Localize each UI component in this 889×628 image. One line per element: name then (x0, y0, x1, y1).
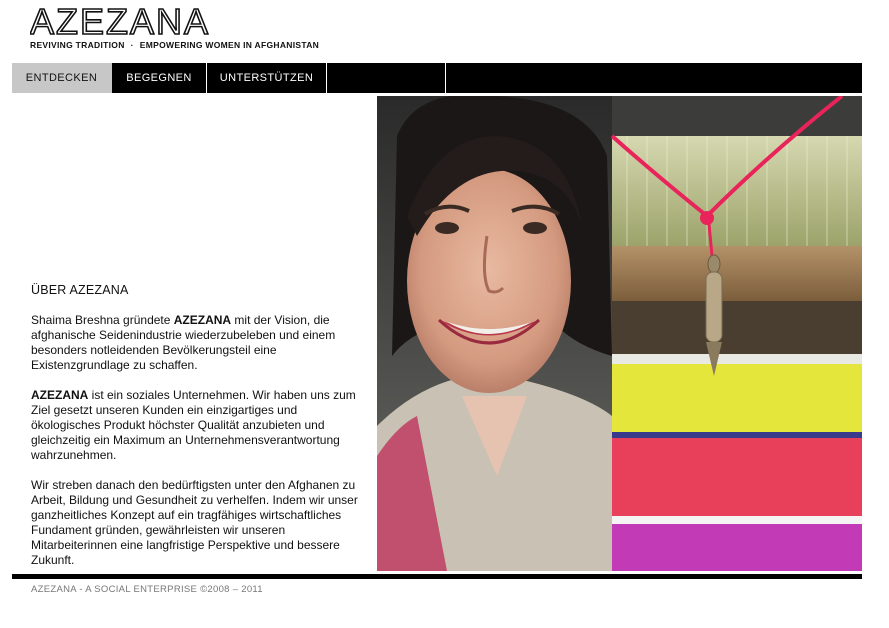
p1-text: Shaima Breshna gründete (31, 313, 174, 327)
footer-divider (12, 574, 862, 579)
nav-item-label: ENTDECKEN (25, 72, 98, 84)
p2-text: ist ein soziales Unternehmen. Wir haben uns zum Ziel gesetzt unseren Kunden ein einzigartiges und ökologisches Produkt höchster Qualität anzubieten und gleichzeitig ein Maximum an Unternehmensverantwortung wahrzunehmen. (31, 388, 356, 462)
logo-text: AZEZANA (30, 2, 211, 40)
azezana-logo[interactable] (30, 2, 320, 40)
nav-item-label: UNTERSTÜTZEN (219, 72, 314, 84)
tagline-separator: · (130, 40, 134, 50)
nav-empty-slot (327, 63, 446, 93)
tagline (30, 40, 319, 50)
loom-photo (612, 96, 862, 571)
hero-illustration (377, 96, 862, 571)
section-heading: ÜBER AZEZANA (31, 283, 129, 297)
nav-item-label: BEGEGNEN (126, 72, 192, 84)
hero-image (377, 96, 862, 571)
about-paragraph-2 (31, 388, 366, 463)
portrait-photo (377, 96, 612, 571)
nav-item-entdecken[interactable] (12, 63, 112, 93)
about-paragraph-1 (31, 313, 366, 373)
about-paragraph-3: Wir streben danach den bedürftigsten unter den Afghanen zu Arbeit, Bildung und Gesundheit zu verhelfen. Indem wir unser ganzheitliches Konzept auf ein tragfähiges wirtschaftliches Fundament gründen, gewährleisten wir unseren Mitarbeiterinnen eine langfristige Perspektive und bessere Zukunft. (31, 478, 358, 567)
p2-brand: AZEZANA (31, 388, 89, 402)
about-section (31, 283, 366, 583)
nav-item-unterstuetzen[interactable] (207, 63, 327, 93)
p1-text-rest: mit der Vision, die afghanische Seidenindustrie wiederzubeleben und einem besonders notleidenden Bevölkerungsteil eine Existenzgrundlage zu schaffen. (31, 313, 336, 372)
p1-brand: AZEZANA (173, 313, 232, 327)
tagline-right: EMPOWERING WOMEN IN AFGHANISTAN (139, 40, 320, 50)
main-navigation (12, 63, 862, 93)
footer-copyright: AZEZANA - A SOCIAL ENTERPRISE ©2008 – 2011 (31, 584, 263, 595)
nav-item-begegnen[interactable] (112, 63, 207, 93)
tagline-left: REVIVING TRADITION (30, 40, 125, 50)
